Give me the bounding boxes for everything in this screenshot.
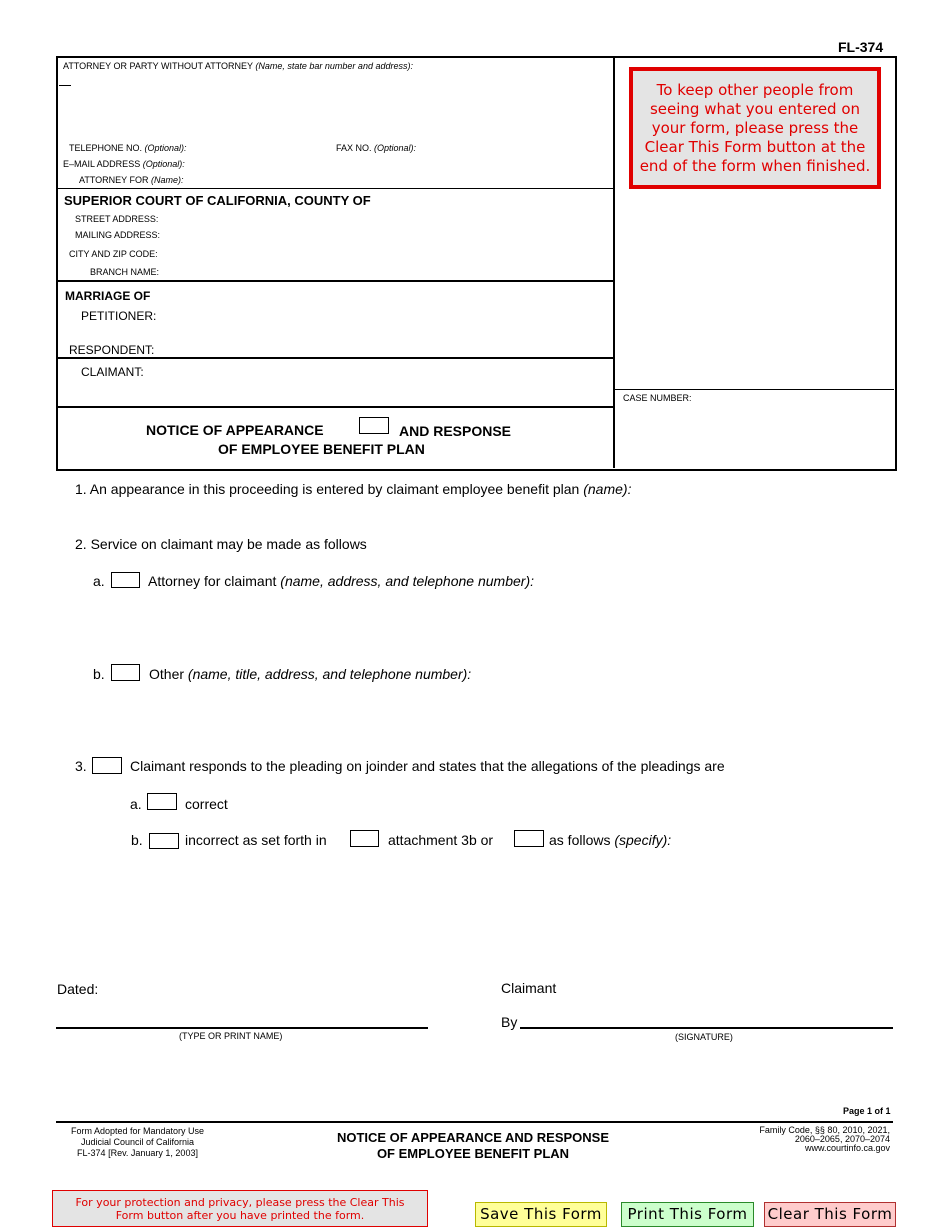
claimant-signature-label: Claimant bbox=[501, 980, 557, 996]
type-print-name-label: (TYPE OR PRINT NAME) bbox=[179, 1031, 283, 1041]
item2b-letter: b. bbox=[93, 666, 105, 682]
footer-title: NOTICE OF APPEARANCE AND RESPONSE OF EMPLOYEE BENEFIT PLAN bbox=[336, 1130, 610, 1161]
city-zip-label: CITY AND ZIP CODE: bbox=[69, 249, 158, 259]
save-form-button[interactable]: Save This Form bbox=[475, 1202, 607, 1227]
item1-name-field[interactable] bbox=[90, 500, 894, 526]
clear-form-button[interactable]: Clear This Form bbox=[764, 1202, 896, 1227]
item3b-attachment-text: attachment 3b or bbox=[388, 832, 494, 848]
item3a-letter: a. bbox=[130, 796, 142, 812]
attorney-for-field[interactable] bbox=[194, 172, 613, 188]
branch-name-label: BRANCH NAME: bbox=[90, 267, 160, 277]
item3b-letter: b. bbox=[131, 832, 143, 848]
item3b-specify-field[interactable] bbox=[130, 855, 894, 957]
type-print-name-field[interactable] bbox=[58, 1008, 430, 1028]
print-form-button[interactable]: Print This Form bbox=[621, 1202, 754, 1227]
item2a-text: Attorney for claimant (name, address, and telephone number): bbox=[148, 573, 534, 589]
item1-text: 1. An appearance in this proceeding is entered by claimant employee benefit plan (name): bbox=[75, 481, 632, 497]
bottom-privacy-note: For your protection and privacy, please press the Clear This Form button after you have printed the form. bbox=[52, 1190, 428, 1227]
petitioner-label: PETITIONER: bbox=[81, 309, 157, 323]
claimant-field[interactable] bbox=[152, 362, 612, 404]
item3b-attachment-checkbox[interactable] bbox=[350, 830, 379, 847]
form-title-line1-a: NOTICE OF APPEARANCE bbox=[146, 422, 324, 438]
item3b-checkbox[interactable] bbox=[149, 833, 179, 849]
item3a-text: correct bbox=[185, 796, 228, 812]
telephone-field[interactable] bbox=[194, 140, 333, 156]
mailing-address-field[interactable] bbox=[166, 227, 613, 243]
form-id: FL-374 bbox=[838, 39, 884, 55]
fax-field[interactable] bbox=[424, 140, 613, 156]
item2b-field[interactable] bbox=[148, 685, 892, 747]
privacy-notice-text: To keep other people from seeing what you entered on your form, please press the Clear This Form button at the end of the form when finished. bbox=[639, 80, 871, 175]
telephone-label: TELEPHONE NO. (Optional): bbox=[69, 143, 187, 153]
item3a-checkbox[interactable] bbox=[147, 793, 177, 810]
attorney-field-cursor bbox=[59, 85, 71, 86]
signature-label: (SIGNATURE) bbox=[675, 1032, 733, 1042]
title-checkbox[interactable] bbox=[359, 417, 389, 434]
privacy-notice-box bbox=[629, 67, 881, 189]
email-label: E–MAIL ADDRESS (Optional): bbox=[63, 159, 185, 169]
date-field[interactable] bbox=[104, 979, 308, 999]
item2a-checkbox[interactable] bbox=[111, 572, 140, 588]
footer-code: Family Code, §§ 80, 2010, 2021, 2060–2065, 2070–2074 www.courtinfo.ca.gov bbox=[759, 1125, 890, 1153]
attorney-for-label: ATTORNEY FOR (Name): bbox=[79, 175, 184, 185]
divider-parties bbox=[57, 357, 614, 359]
marriage-of-label: MARRIAGE OF bbox=[65, 289, 151, 303]
attorney-label: ATTORNEY OR PARTY WITHOUT ATTORNEY (Name, state bar number and address): bbox=[63, 61, 413, 71]
dated-label: Dated: bbox=[57, 981, 99, 997]
item2a-field[interactable] bbox=[148, 592, 892, 654]
item2b-text: Other (name, title, address, and telephone number): bbox=[149, 666, 472, 682]
fax-label: FAX NO. (Optional): bbox=[336, 143, 417, 153]
attorney-name-field[interactable] bbox=[58, 72, 614, 134]
footer-rule bbox=[56, 1121, 893, 1123]
item3-text: Claimant responds to the pleading on joinder and states that the allegations of the pleadings are bbox=[130, 758, 725, 774]
item3-checkbox[interactable] bbox=[92, 757, 122, 774]
county-field[interactable] bbox=[398, 193, 612, 211]
court-use-field[interactable] bbox=[618, 195, 892, 387]
email-field[interactable] bbox=[194, 156, 613, 172]
divider-court bbox=[57, 280, 614, 282]
signature-line bbox=[520, 1027, 893, 1029]
street-address-field[interactable] bbox=[166, 211, 613, 227]
footer-adopted: Form Adopted for Mandatory Use Judicial Council of California FL-374 [Rev. January 1, 2003] bbox=[70, 1126, 205, 1158]
divider-case-number bbox=[614, 389, 894, 390]
item2b-checkbox[interactable] bbox=[111, 664, 140, 681]
divider-title bbox=[57, 406, 614, 408]
divider-attorney bbox=[57, 188, 614, 189]
by-label: By bbox=[501, 1014, 518, 1030]
item3b-text: incorrect as set forth in bbox=[185, 832, 327, 848]
item2-text: 2. Service on claimant may be made as follows bbox=[75, 536, 367, 552]
city-zip-field[interactable] bbox=[166, 246, 613, 262]
item2a-letter: a. bbox=[93, 573, 105, 589]
form-title-line2: OF EMPLOYEE BENEFIT PLAN bbox=[218, 441, 425, 457]
item3b-follows-checkbox[interactable] bbox=[514, 830, 544, 847]
case-number-label: CASE NUMBER: bbox=[623, 393, 692, 403]
claimant-label: CLAIMANT: bbox=[81, 365, 144, 379]
case-number-field[interactable] bbox=[620, 406, 892, 464]
page-number: Page 1 of 1 bbox=[843, 1106, 891, 1116]
item3-number: 3. bbox=[75, 758, 87, 774]
item3b-follows-text: as follows (specify): bbox=[549, 832, 672, 848]
mailing-address-label: MAILING ADDRESS: bbox=[75, 230, 161, 240]
type-print-name-line bbox=[56, 1027, 428, 1029]
respondent-field[interactable] bbox=[163, 341, 612, 357]
street-address-label: STREET ADDRESS: bbox=[75, 214, 159, 224]
petitioner-field[interactable] bbox=[163, 307, 612, 325]
form-title-line1-b: AND RESPONSE bbox=[399, 423, 512, 439]
branch-name-field[interactable] bbox=[166, 264, 613, 280]
respondent-label: RESPONDENT: bbox=[69, 343, 155, 357]
court-title: SUPERIOR COURT OF CALIFORNIA, COUNTY OF bbox=[64, 193, 371, 208]
